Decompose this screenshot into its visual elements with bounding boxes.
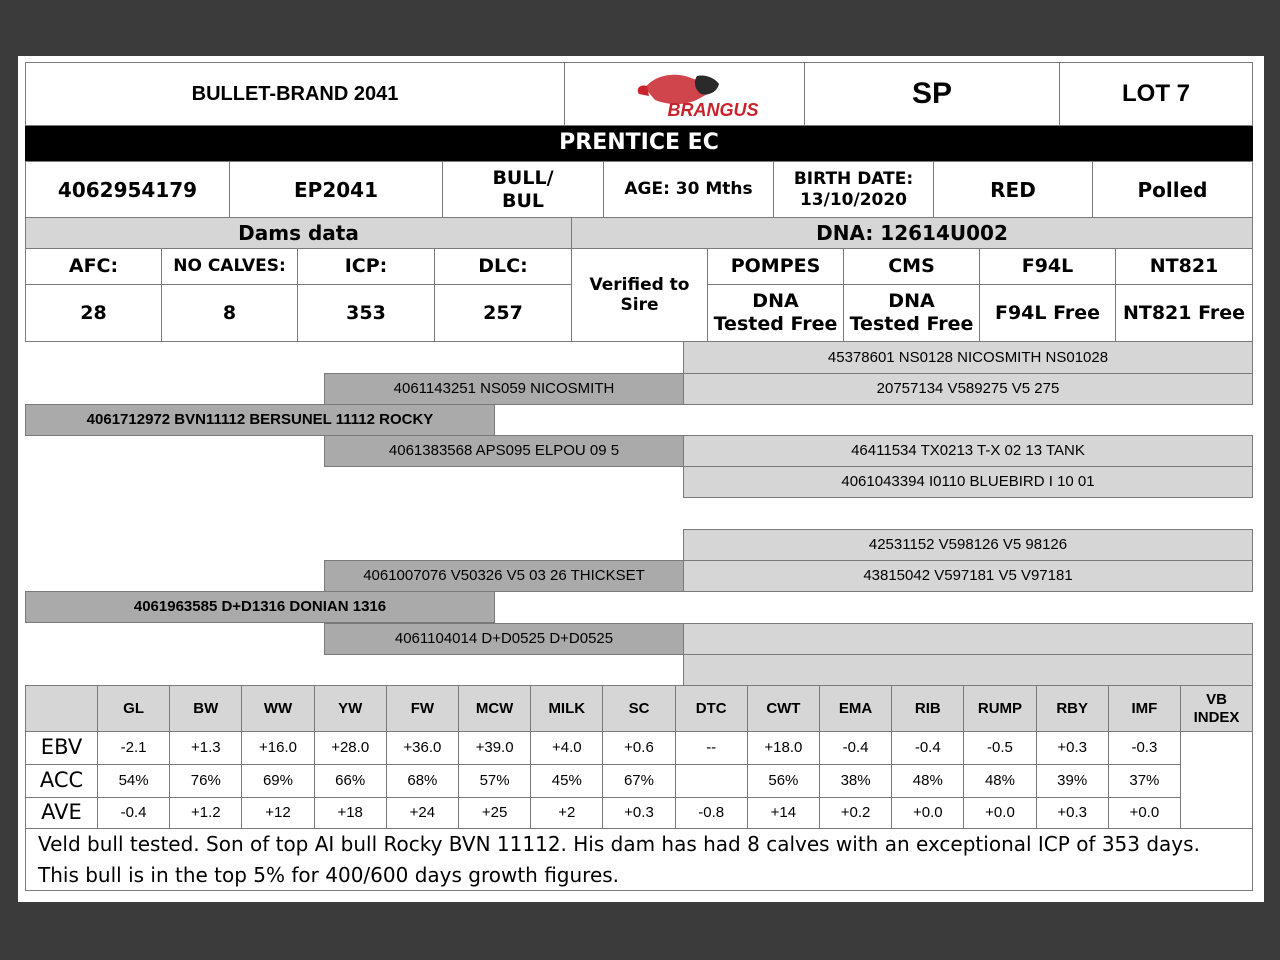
ebv-trait-header: WW bbox=[241, 685, 314, 732]
ebv-value-cell: +14 bbox=[747, 797, 820, 829]
pedigree-sss: 45378601 NS0128 NICOSMITH NS01028 bbox=[683, 341, 1253, 374]
pedigree-sire-sire: 4061143251 NS059 NICOSMITH bbox=[324, 373, 684, 405]
ebv-trait-header: FW bbox=[386, 685, 459, 732]
ebv-value-cell: 56% bbox=[747, 764, 820, 798]
ebv-trait-header: RBY bbox=[1036, 685, 1109, 732]
ebv-row-label: EBV bbox=[25, 731, 98, 765]
ebv-trait-header: SC bbox=[602, 685, 675, 732]
ebv-value-cell: +25 bbox=[458, 797, 531, 829]
pedigree-dds bbox=[683, 623, 1253, 655]
ebv-value-cell: +18.0 bbox=[747, 731, 820, 765]
ebv-corner-cell bbox=[25, 685, 98, 732]
registration-number: 4062954179 bbox=[25, 161, 230, 218]
ebv-trait-header: EMA bbox=[819, 685, 892, 732]
ebv-value-cell: +0.2 bbox=[819, 797, 892, 829]
dna-header-pompes: POMPES bbox=[707, 248, 844, 285]
brangus-logo bbox=[564, 62, 805, 126]
ident-number: EP2041 bbox=[229, 161, 443, 218]
ebv-index-value bbox=[1180, 731, 1253, 829]
birth-date: BIRTH DATE: 13/10/2020 bbox=[773, 161, 934, 218]
ebv-value-cell: +4.0 bbox=[530, 731, 603, 765]
pedigree-dss: 42531152 V598126 V5 98126 bbox=[683, 529, 1253, 561]
dams-value-afc: 28 bbox=[25, 284, 162, 342]
colour-label: RED bbox=[933, 161, 1093, 218]
ebv-value-cell: +36.0 bbox=[386, 731, 459, 765]
svg-text:BRANGUS: BRANGUS bbox=[666, 100, 759, 120]
ebv-value-cell: 66% bbox=[314, 764, 387, 798]
pedigree-dam-dam: 4061104014 D+D0525 D+D0525 bbox=[324, 623, 684, 655]
age-label: AGE: 30 Mths bbox=[603, 161, 774, 218]
dna-value-cms: DNA Tested Free bbox=[843, 284, 980, 342]
lot-card bbox=[18, 56, 1264, 902]
polled-label: Polled bbox=[1092, 161, 1253, 218]
verified-to-sire: Verified to Sire bbox=[571, 248, 708, 342]
ebv-value-cell: +1.3 bbox=[169, 731, 242, 765]
ebv-value-cell: +24 bbox=[386, 797, 459, 829]
pedigree-sdd: 4061043394 I0110 BLUEBIRD I 10 01 bbox=[683, 466, 1253, 498]
ebv-row-label: ACC bbox=[25, 764, 98, 798]
ebv-value-cell: 39% bbox=[1036, 764, 1109, 798]
ebv-trait-header: YW bbox=[314, 685, 387, 732]
ebv-value-cell: +2 bbox=[530, 797, 603, 829]
sp-label: SP bbox=[804, 62, 1060, 126]
ebv-value-cell: +28.0 bbox=[314, 731, 387, 765]
bull-head-icon bbox=[605, 66, 765, 122]
ebv-value-cell: -2.1 bbox=[97, 731, 170, 765]
breeder-banner: PRENTICE EC bbox=[25, 126, 1253, 161]
ebv-trait-header: BW bbox=[169, 685, 242, 732]
dna-value-pompes: DNA Tested Free bbox=[707, 284, 844, 342]
ebv-value-cell: 38% bbox=[819, 764, 892, 798]
comments: Veld bull tested. Son of top AI bull Rocky BVN 11112. His dam has had 8 calves with an exceptional ICP of 353 days. This bull is in the top 5% for 400/600 days growth figures. bbox=[25, 828, 1253, 891]
ebv-value-cell: -- bbox=[675, 731, 748, 765]
pedigree-dam: 4061963585 D+D1316 DONIAN 1316 bbox=[25, 591, 495, 623]
ebv-value-cell: +0.3 bbox=[602, 797, 675, 829]
dams-value-dlc: 257 bbox=[434, 284, 572, 342]
ebv-trait-header: MILK bbox=[530, 685, 603, 732]
dams-value-icp: 353 bbox=[297, 284, 435, 342]
ebv-value-cell: +0.3 bbox=[1036, 731, 1109, 765]
dams-header-afc: AFC: bbox=[25, 248, 162, 285]
ebv-trait-header: DTC bbox=[675, 685, 748, 732]
pedigree-sire-dam: 4061383568 APS095 ELPOU 09 5 bbox=[324, 435, 684, 467]
ebv-value-cell: 57% bbox=[458, 764, 531, 798]
ebv-value-cell: 54% bbox=[97, 764, 170, 798]
dna-title: DNA: 12614U002 bbox=[571, 217, 1253, 249]
ebv-trait-header: GL bbox=[97, 685, 170, 732]
ebv-value-cell: -0.5 bbox=[963, 731, 1036, 765]
ebv-value-cell: -0.3 bbox=[1108, 731, 1181, 765]
ebv-index-header: VB INDEX bbox=[1180, 685, 1253, 732]
animal-name: BULLET-BRAND 2041 bbox=[25, 62, 565, 126]
pedigree-sds: 46411534 TX0213 T-X 02 13 TANK bbox=[683, 435, 1253, 467]
pedigree-ssd: 20757134 V589275 V5 275 bbox=[683, 373, 1253, 405]
pedigree-dam-sire: 4061007076 V50326 V5 03 26 THICKSET bbox=[324, 560, 684, 592]
ebv-value-cell: -0.4 bbox=[97, 797, 170, 829]
pedigree-ddd bbox=[683, 654, 1253, 686]
ebv-value-cell: 48% bbox=[963, 764, 1036, 798]
dna-value-f94l: F94L Free bbox=[979, 284, 1116, 342]
ebv-value-cell: 67% bbox=[602, 764, 675, 798]
dna-header-cms: CMS bbox=[843, 248, 980, 285]
ebv-value-cell: 45% bbox=[530, 764, 603, 798]
ebv-row-label: AVE bbox=[25, 797, 98, 829]
ebv-value-cell: +39.0 bbox=[458, 731, 531, 765]
pedigree-sire: 4061712972 BVN11112 BERSUNEL 11112 ROCKY bbox=[25, 404, 495, 436]
ebv-value-cell: +0.3 bbox=[1036, 797, 1109, 829]
ebv-value-cell: 69% bbox=[241, 764, 314, 798]
ebv-value-cell: +18 bbox=[314, 797, 387, 829]
ebv-value-cell: 37% bbox=[1108, 764, 1181, 798]
ebv-value-cell: +1.2 bbox=[169, 797, 242, 829]
ebv-trait-header: IMF bbox=[1108, 685, 1181, 732]
ebv-value-cell: +0.0 bbox=[1108, 797, 1181, 829]
ebv-value-cell: 48% bbox=[891, 764, 964, 798]
dams-header-dlc: DLC: bbox=[434, 248, 572, 285]
dams-header-icp: ICP: bbox=[297, 248, 435, 285]
dams-header-calves: NO CALVES: bbox=[161, 248, 298, 285]
ebv-value-cell: +0.0 bbox=[891, 797, 964, 829]
sex-label: BULL/ BUL bbox=[442, 161, 604, 218]
ebv-value-cell: -0.8 bbox=[675, 797, 748, 829]
ebv-value-cell: 68% bbox=[386, 764, 459, 798]
dna-value-nt821: NT821 Free bbox=[1115, 284, 1253, 342]
dna-header-nt821: NT821 bbox=[1115, 248, 1253, 285]
ebv-value-cell: 76% bbox=[169, 764, 242, 798]
dna-header-f94l: F94L bbox=[979, 248, 1116, 285]
ebv-value-cell: +16.0 bbox=[241, 731, 314, 765]
ebv-trait-header: MCW bbox=[458, 685, 531, 732]
pedigree-dsd: 43815042 V597181 V5 V97181 bbox=[683, 560, 1253, 592]
ebv-value-cell bbox=[675, 764, 748, 798]
ebv-trait-header: RUMP bbox=[963, 685, 1036, 732]
ebv-value-cell: -0.4 bbox=[819, 731, 892, 765]
dams-value-calves: 8 bbox=[161, 284, 298, 342]
ebv-trait-header: CWT bbox=[747, 685, 820, 732]
ebv-value-cell: +0.6 bbox=[602, 731, 675, 765]
ebv-trait-header: RIB bbox=[891, 685, 964, 732]
lot-number: LOT 7 bbox=[1059, 62, 1253, 126]
ebv-value-cell: -0.4 bbox=[891, 731, 964, 765]
ebv-value-cell: +0.0 bbox=[963, 797, 1036, 829]
dams-data-title: Dams data bbox=[25, 217, 572, 249]
ebv-value-cell: +12 bbox=[241, 797, 314, 829]
